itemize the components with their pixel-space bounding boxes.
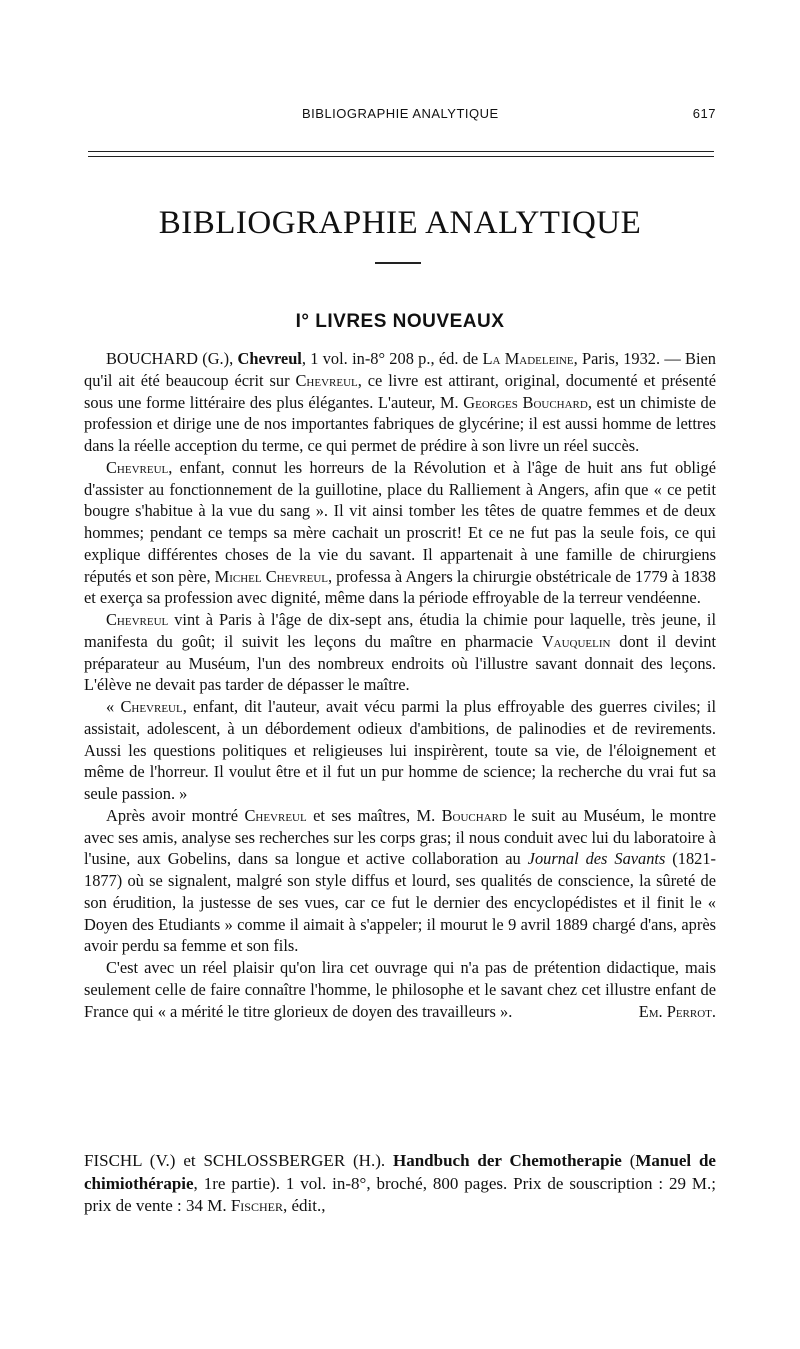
person-name: Chevreul bbox=[295, 370, 358, 390]
entry-author: BOUCHARD (G.), bbox=[106, 349, 238, 368]
header-rule-bottom bbox=[88, 156, 714, 157]
page-number: 617 bbox=[692, 106, 716, 121]
paragraph-text: , enfant, connut les horreurs de la Révolution et à l'âge de huit ans fut obligé d'assister au fonctionnement de la guillotine, place du Ralliement à Angers, afin que « ce petit bougre s'habitue à la vue du sang ». Il vit ainsi tomber les têtes de quatre femmes et de deux hommes; pendant ce temps sa mère cachait un proscrit! Et ce ne fut pas la seule fois, ce qui explique différentes choses de la vie du savant. Il appartenait à une famille de chirurgiens réputés et son père, bbox=[84, 457, 716, 586]
entry-details: , 1re partie bbox=[193, 1173, 271, 1193]
title-divider bbox=[375, 262, 421, 264]
paragraph-text: vint à Paris à l'âge de dix-sept ans, étudia la chimie pour laquelle, très jeune, il manifesta du goût; il suivit les leçons du maître en pharmacie bbox=[84, 610, 716, 651]
paragraph-text: , enfant, dit l'auteur, avait vécu parmi la plus effroyable des guerres civiles; il assistait, adolescent, à un débordement odieux d'ambitions, de palinodies et de revirements. Aussi les questions politiques et religieuses lui inspirèrent, toute sa vie, de l'éloignement et même de l'horreur. Il voulut être et il fut un pur homme de science; la recherche du vrai fut sa seule passion. » bbox=[84, 697, 717, 803]
entry-author: FISCHL (V.) et SCHLOSSBERGER (H.). bbox=[84, 1151, 393, 1170]
person-name: Chevreul bbox=[244, 805, 307, 825]
entry-bouchard bbox=[84, 348, 716, 457]
paragraph-text: et ses maîtres, M. bbox=[306, 805, 442, 825]
entry-details: ). 1 vol. in-8°, broché, 800 pages. Prix de souscription : 29 M.; prix de vente : 34 M. bbox=[84, 1173, 716, 1215]
entry-details: , ce livre est attirant, original, documenté et présenté sous une forme littéraire des plus élégantes. L'auteur, M. bbox=[84, 370, 716, 412]
main-title: BIBLIOGRAPHIE ANALYTIQUE bbox=[158, 205, 642, 241]
paragraph bbox=[84, 957, 716, 1022]
person-name: Bouchard bbox=[441, 805, 507, 825]
paragraph bbox=[84, 609, 716, 696]
entry-fischl bbox=[84, 1150, 716, 1218]
reviewer-signature: Em. Perrot. bbox=[638, 1001, 716, 1021]
journal-title: Journal des Savants bbox=[527, 849, 666, 869]
entry-details: ( bbox=[621, 1151, 636, 1170]
section-title: I° LIVRES NOUVEAUX bbox=[295, 311, 505, 332]
person-name: Georges Bouchard bbox=[463, 392, 588, 412]
quote-paragraph bbox=[84, 696, 716, 805]
header-rule-top bbox=[88, 151, 714, 152]
quote-mark: « bbox=[106, 697, 121, 716]
paragraph-text: dont il devint préparateur au Muséum, l'un des nombreux endroits où l'illustre savant donnait des leçons. L'élève ne devait pas tarder de dépasser le maître. bbox=[84, 631, 716, 695]
entry-details: , Paris, 1932. — Bien qu'il ait été beaucoup écrit sur bbox=[84, 349, 716, 390]
entry-publisher: La Madeleine bbox=[482, 349, 574, 368]
paragraph-text: C'est avec un réel plaisir qu'on lira cet ouvrage qui n'a pas de prétention didactique, mais seulement celle de faire connaître l'homme, le philosophe et le savant chez cet illustre enfant de France qui « a mérité le titre glorieux de doyen des travailleurs ». bbox=[84, 958, 716, 1021]
entry-details: , 1 vol. in-8° 208 p., éd. de bbox=[301, 349, 483, 368]
person-name: Michel Chevreul bbox=[214, 566, 328, 586]
entry-book-title: Handbuch der Chemotherapie bbox=[392, 1151, 622, 1170]
paragraph-text: , professa à Angers la chirurgie obstétricale de 1779 à 1838 et exerça sa profession avec dignité, même dans la période effroyable de la terreur vendéenne. bbox=[84, 566, 716, 608]
entry-translated-title: Manuel de chimiothérapie bbox=[84, 1151, 716, 1193]
entry-details: , édit., bbox=[282, 1196, 326, 1215]
entry-publisher: Fischer bbox=[230, 1196, 283, 1215]
paragraph-text: le suit au Muséum, le montre avec ses amis, analyse ses recherches sur les corps gras; il nous conduit avec lui du laboratoire à l'usine, aux Gobelins, dans sa longue et active collaboration au bbox=[84, 805, 716, 869]
entry-book-title: Chevreul bbox=[237, 349, 302, 368]
person-name: Chevreul bbox=[106, 457, 169, 477]
person-name: Chevreul bbox=[106, 610, 169, 629]
running-head bbox=[84, 106, 716, 126]
entry-details: , est un chimiste de profession et dirige une de nos importantes fabriques de glycérine; il est aussi homme de lettres dans la réelle acception du terme, ce qui permet de prédire à son livre un réel succès. bbox=[84, 392, 717, 455]
paragraph bbox=[84, 457, 716, 609]
paragraph-text: Après avoir montré bbox=[106, 805, 245, 825]
paragraph-text: (1821-1877) où se signalent, malgré son style diffus et lourd, ses qualités de conscience, la sûreté de son érudition, la justesse de ses vues, car ce fut le dernier des encyclopédistes et il finit le « Doyen des Etudiants » comme il aimait à s'appeler; il mourut le 9 avril 1889 chargé d'ans, après avoir perdu sa femme et son fils. bbox=[84, 849, 716, 956]
review-body bbox=[84, 348, 716, 1022]
running-title: BIBLIOGRAPHIE ANALYTIQUE bbox=[302, 106, 499, 121]
person-name: Vauquelin bbox=[541, 631, 611, 651]
person-name: Chevreul bbox=[120, 697, 183, 716]
paragraph bbox=[84, 805, 716, 957]
